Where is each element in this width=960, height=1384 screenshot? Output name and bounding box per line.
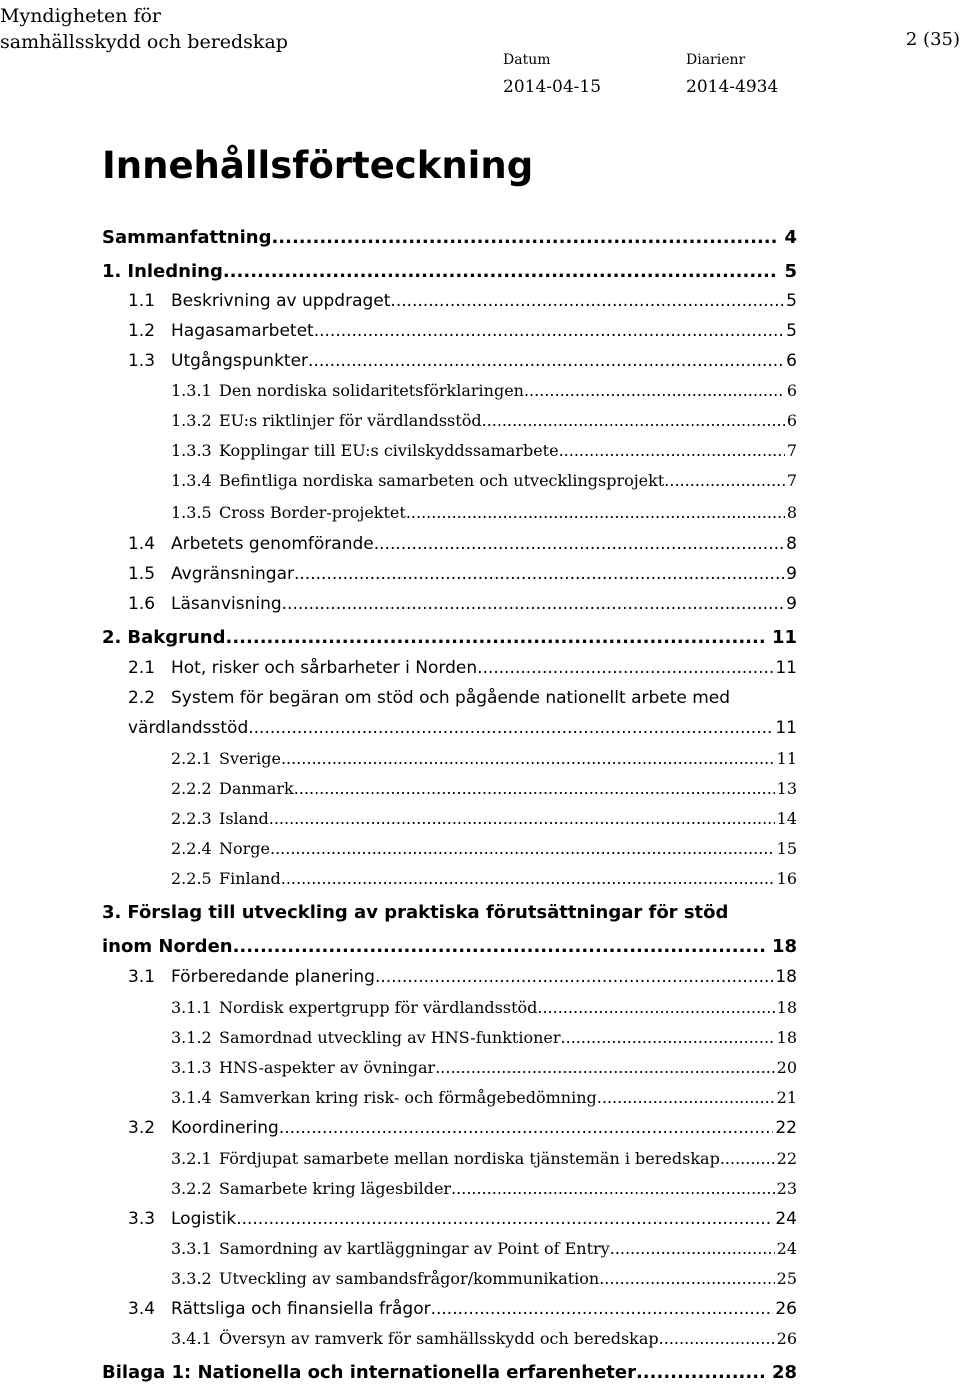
toc-entry-number: 1.3.5 xyxy=(171,503,212,522)
toc-entry[interactable] xyxy=(128,1117,797,1139)
toc-entry[interactable] xyxy=(128,563,797,585)
toc-entry-number: 3.1 xyxy=(128,967,156,987)
toc-entry-label: Kopplingar till EU:s civilskyddssamarbete xyxy=(219,441,559,460)
toc-entry-first-line[interactable] xyxy=(128,687,797,709)
toc-leader-dots xyxy=(597,1087,775,1109)
toc-entry-number: 3. xyxy=(102,902,122,923)
toc-entry-label: Arbetets genomförande xyxy=(171,534,374,554)
toc-leader-dots xyxy=(281,868,775,890)
toc-leader-dots xyxy=(451,1178,775,1200)
toc-leader-dots xyxy=(610,1238,775,1260)
toc-entry[interactable] xyxy=(128,290,797,312)
toc-entry-number: 2.2.2 xyxy=(171,779,212,798)
toc-entry-label: Island xyxy=(219,809,269,828)
toc-entry-page: 6 xyxy=(786,351,797,371)
toc-entry[interactable] xyxy=(171,470,797,492)
reference-label: Diarienr xyxy=(686,52,746,68)
toc-entry-label-continued: inom Norden xyxy=(102,936,233,957)
toc-entry-number: 3.2.2 xyxy=(171,1179,212,1198)
page-indicator: 2 (35) xyxy=(905,29,960,50)
toc-entry-label: Cross Border-projektet xyxy=(219,503,406,522)
toc-leader-dots xyxy=(435,1057,774,1079)
toc-leader-dots xyxy=(223,261,779,283)
toc-entry-page: 22 xyxy=(775,1118,797,1138)
toc-entry-label: Läsanvisning xyxy=(171,594,282,614)
toc-entry-page: 16 xyxy=(776,869,797,888)
toc-entry[interactable] xyxy=(171,410,797,432)
toc-entry-number: 1.3.4 xyxy=(171,471,212,490)
toc-entry-label: Logistik xyxy=(171,1209,237,1229)
toc-entry-label: Sverige xyxy=(219,749,281,768)
toc-leader-dots xyxy=(294,778,775,800)
toc-leader-dots xyxy=(720,1148,775,1170)
toc-entry[interactable] xyxy=(102,1362,797,1384)
toc-entry-page: 18 xyxy=(776,1028,797,1047)
toc-entry-number: 2.2.5 xyxy=(171,869,212,888)
toc-entry-number: 3.1.1 xyxy=(171,998,212,1017)
toc-entry-number: 2.2.4 xyxy=(171,839,212,858)
toc-entry-page: 13 xyxy=(776,779,797,798)
toc-entry-page: 5 xyxy=(786,321,797,341)
toc-entry-label: Befintliga nordiska samarbeten och utvecklingsprojekt xyxy=(219,471,665,490)
toc-leader-dots xyxy=(233,936,766,958)
toc-entry-label: Norge xyxy=(219,839,270,858)
toc-entry-page: 23 xyxy=(776,1179,797,1198)
toc-entry-label: Inledning xyxy=(127,261,223,282)
toc-entry[interactable] xyxy=(171,1057,797,1079)
date-label: Datum xyxy=(503,52,551,68)
toc-entry[interactable] xyxy=(171,440,797,462)
toc-leader-dots xyxy=(248,717,773,739)
toc-entry-number: 1.4 xyxy=(128,534,156,554)
toc-entry[interactable] xyxy=(102,627,797,649)
toc-entry-label: Nordisk expertgrupp för värdlandsstöd xyxy=(219,998,538,1017)
toc-leader-dots xyxy=(281,748,775,770)
toc-leader-dots xyxy=(375,966,773,988)
toc-entry[interactable] xyxy=(171,502,797,524)
toc-entry-page: 9 xyxy=(786,594,797,614)
toc-entry-page: 18 xyxy=(771,936,797,957)
toc-entry-page: 11 xyxy=(776,749,797,768)
toc-entry-continuation[interactable] xyxy=(102,936,797,958)
toc-entry-number: 1.6 xyxy=(128,594,156,614)
toc-entry-label: Samarbete kring lägesbilder xyxy=(219,1179,452,1198)
toc-entry-page: 18 xyxy=(776,998,797,1017)
toc-entry-page: 20 xyxy=(776,1058,797,1077)
toc-entry-number: 3.1.4 xyxy=(171,1088,212,1107)
toc-entry-page: 11 xyxy=(775,658,797,678)
toc-entry-label-continued: värdlandsstöd xyxy=(128,718,249,738)
toc-entry[interactable] xyxy=(128,533,797,555)
toc-entry-number: 1.3.1 xyxy=(171,381,212,400)
toc-entry[interactable] xyxy=(171,1087,797,1109)
toc-leader-dots xyxy=(524,380,785,402)
toc-entry[interactable] xyxy=(128,350,797,372)
toc-entry-number: 1. xyxy=(102,261,122,282)
toc-entry[interactable] xyxy=(171,1027,797,1049)
toc-entry-number: 1.3 xyxy=(128,351,156,371)
toc-entry-number: 3.1.3 xyxy=(171,1058,212,1077)
toc-entry[interactable] xyxy=(128,657,797,679)
toc-entry-page: 24 xyxy=(775,1209,797,1229)
toc-entry-number: 1.2 xyxy=(128,321,156,341)
toc-entry-page: 26 xyxy=(776,1329,797,1348)
toc-entry-label: Koordinering xyxy=(171,1118,279,1138)
toc-entry-label: Beskrivning av uppdraget xyxy=(171,291,391,311)
toc-entry-label: Översyn av ramverk för samhällsskydd och beredskap xyxy=(219,1329,659,1348)
toc-entry-page: 9 xyxy=(786,564,797,584)
toc-entry-label: Samverkan kring risk- och förmågebedömning xyxy=(219,1088,597,1107)
toc-entry[interactable] xyxy=(171,838,797,860)
toc-leader-dots xyxy=(406,502,785,524)
toc-entry-label: Förberedande planering xyxy=(171,967,375,987)
toc-entry-number: 3.2.1 xyxy=(171,1149,212,1168)
toc-entry-number: 1.5 xyxy=(128,564,156,584)
toc-entry[interactable] xyxy=(171,748,797,770)
toc-entry-page: 18 xyxy=(775,967,797,987)
toc-entry-number: 3.4.1 xyxy=(171,1329,212,1348)
organization-name-line2: samhällsskydd och beredskap xyxy=(0,31,288,53)
toc-entry-page: 14 xyxy=(776,809,797,828)
toc-entry-page: 4 xyxy=(784,227,797,248)
toc-entry-page: 11 xyxy=(771,627,797,648)
toc-entry-label: HNS-aspekter av övningar xyxy=(219,1058,436,1077)
toc-entry-number: 1.3.2 xyxy=(171,411,212,430)
toc-entry-label: Samordnad utveckling av HNS-funktioner xyxy=(219,1028,561,1047)
toc-entry[interactable] xyxy=(171,1328,797,1350)
toc-entry[interactable] xyxy=(171,868,797,890)
toc-entry-number: 1.1 xyxy=(128,291,156,311)
toc-leader-dots xyxy=(270,838,775,860)
toc-entry[interactable] xyxy=(171,1238,797,1260)
toc-leader-dots xyxy=(282,593,785,615)
toc-leader-dots xyxy=(599,1268,774,1290)
toc-leader-dots xyxy=(537,997,774,1019)
toc-entry-label: Avgränsningar xyxy=(171,564,294,584)
toc-entry[interactable] xyxy=(171,808,797,830)
toc-entry-page: 26 xyxy=(775,1299,797,1319)
toc-entry-label: Finland xyxy=(219,869,281,888)
toc-entry[interactable] xyxy=(128,966,797,988)
toc-entry-page: 24 xyxy=(776,1239,797,1258)
toc-entry-page: 11 xyxy=(775,718,797,738)
toc-leader-dots xyxy=(431,1298,774,1320)
toc-leader-dots xyxy=(559,440,785,462)
toc-entry[interactable] xyxy=(171,778,797,800)
toc-entry-page: 5 xyxy=(784,261,797,282)
toc-leader-dots xyxy=(269,808,775,830)
toc-entry-label: Hagasamarbetet xyxy=(171,321,314,341)
toc-leader-dots xyxy=(236,1208,773,1230)
toc-entry-label: Utgångspunkter xyxy=(171,351,309,371)
toc-entry-label: Bakgrund xyxy=(127,627,226,648)
toc-entry-number: 2.2.3 xyxy=(171,809,212,828)
toc-leader-dots xyxy=(314,320,784,342)
toc-leader-dots xyxy=(374,533,784,555)
toc-leader-dots xyxy=(664,470,785,492)
toc-entry-label: Sammanfattning xyxy=(102,227,272,248)
toc-entry-number: 2.1 xyxy=(128,658,156,678)
page-title: Innehållsförteckning xyxy=(102,144,534,187)
toc-entry[interactable] xyxy=(128,1298,797,1320)
toc-entry-label: Hot, risker och sårbarheter i Norden xyxy=(171,658,478,678)
toc-entry[interactable] xyxy=(128,593,797,615)
toc-entry[interactable] xyxy=(128,320,797,342)
toc-entry-label: Fördjupat samarbete mellan nordiska tjänstemän i beredskap xyxy=(219,1149,720,1168)
toc-entry[interactable] xyxy=(171,380,797,402)
toc-entry[interactable] xyxy=(102,261,797,283)
toc-entry-continuation[interactable] xyxy=(128,717,797,739)
toc-leader-dots xyxy=(390,290,784,312)
toc-entry-page: 5 xyxy=(786,291,797,311)
toc-entry[interactable] xyxy=(128,1208,797,1230)
toc-entry-page: 25 xyxy=(776,1269,797,1288)
toc-entry-label: Danmark xyxy=(219,779,294,798)
toc-entry[interactable] xyxy=(171,1178,797,1200)
toc-leader-dots xyxy=(226,627,766,649)
toc-leader-dots xyxy=(477,657,773,679)
toc-leader-dots xyxy=(659,1328,775,1350)
toc-entry[interactable] xyxy=(102,227,797,249)
toc-entry-label: Bilaga 1: Nationella och internationella erfarenheter xyxy=(102,1362,636,1383)
toc-entry-number: 3.3 xyxy=(128,1209,156,1229)
toc-entry-page: 8 xyxy=(786,534,797,554)
toc-entry-page: 7 xyxy=(786,471,797,490)
toc-entry-page: 6 xyxy=(786,381,797,400)
toc-entry-label: EU:s riktlinjer för värdlandsstöd xyxy=(219,411,482,430)
toc-entry-number: 3.3.1 xyxy=(171,1239,212,1258)
toc-entry-page: 7 xyxy=(786,441,797,460)
toc-entry-page: 8 xyxy=(786,503,797,522)
reference-value: 2014-4934 xyxy=(686,77,779,97)
toc-entry-number: 3.4 xyxy=(128,1299,156,1319)
toc-leader-dots xyxy=(636,1362,766,1384)
toc-entry-label: Den nordiska solidaritetsförklaringen xyxy=(219,381,524,400)
toc-entry-page: 21 xyxy=(776,1088,797,1107)
date-value: 2014-04-15 xyxy=(503,77,602,97)
toc-entry-page: 6 xyxy=(786,411,797,430)
toc-leader-dots xyxy=(279,1117,774,1139)
toc-entry-label: Samordning av kartläggningar av Point of Entry xyxy=(219,1239,610,1258)
toc-leader-dots xyxy=(561,1027,775,1049)
toc-leader-dots xyxy=(271,227,778,249)
toc-leader-dots xyxy=(308,350,784,372)
toc-entry-page: 22 xyxy=(776,1149,797,1168)
toc-entry-page: 28 xyxy=(771,1362,797,1383)
toc-entry-label: Förslag till utveckling av praktiska förutsättningar för stöd xyxy=(127,902,729,923)
toc-entry-first-line[interactable] xyxy=(102,902,797,924)
toc-entry-label: Rättsliga och finansiella frågor xyxy=(171,1299,431,1319)
toc-leader-dots xyxy=(482,410,785,432)
toc-entry-number: 3.1.2 xyxy=(171,1028,212,1047)
toc-entry[interactable] xyxy=(171,1148,797,1170)
toc-entry-number: 2. xyxy=(102,627,122,648)
organization-name-line1: Myndigheten för xyxy=(0,5,162,27)
toc-leader-dots xyxy=(294,563,784,585)
toc-entry-page: 15 xyxy=(776,839,797,858)
toc-entry-label: Utveckling av sambandsfrågor/kommunikation xyxy=(219,1269,600,1288)
toc-entry[interactable] xyxy=(171,1268,797,1290)
toc-entry-number: 2.2.1 xyxy=(171,749,212,768)
toc-entry-number: 3.2 xyxy=(128,1118,156,1138)
toc-entry[interactable] xyxy=(171,997,797,1019)
toc-entry-number: 2.2 xyxy=(128,688,156,708)
toc-entry-number: 1.3.3 xyxy=(171,441,212,460)
toc-entry-label: System för begäran om stöd och pågående nationellt arbete med xyxy=(171,688,731,708)
toc-entry-number: 3.3.2 xyxy=(171,1269,212,1288)
